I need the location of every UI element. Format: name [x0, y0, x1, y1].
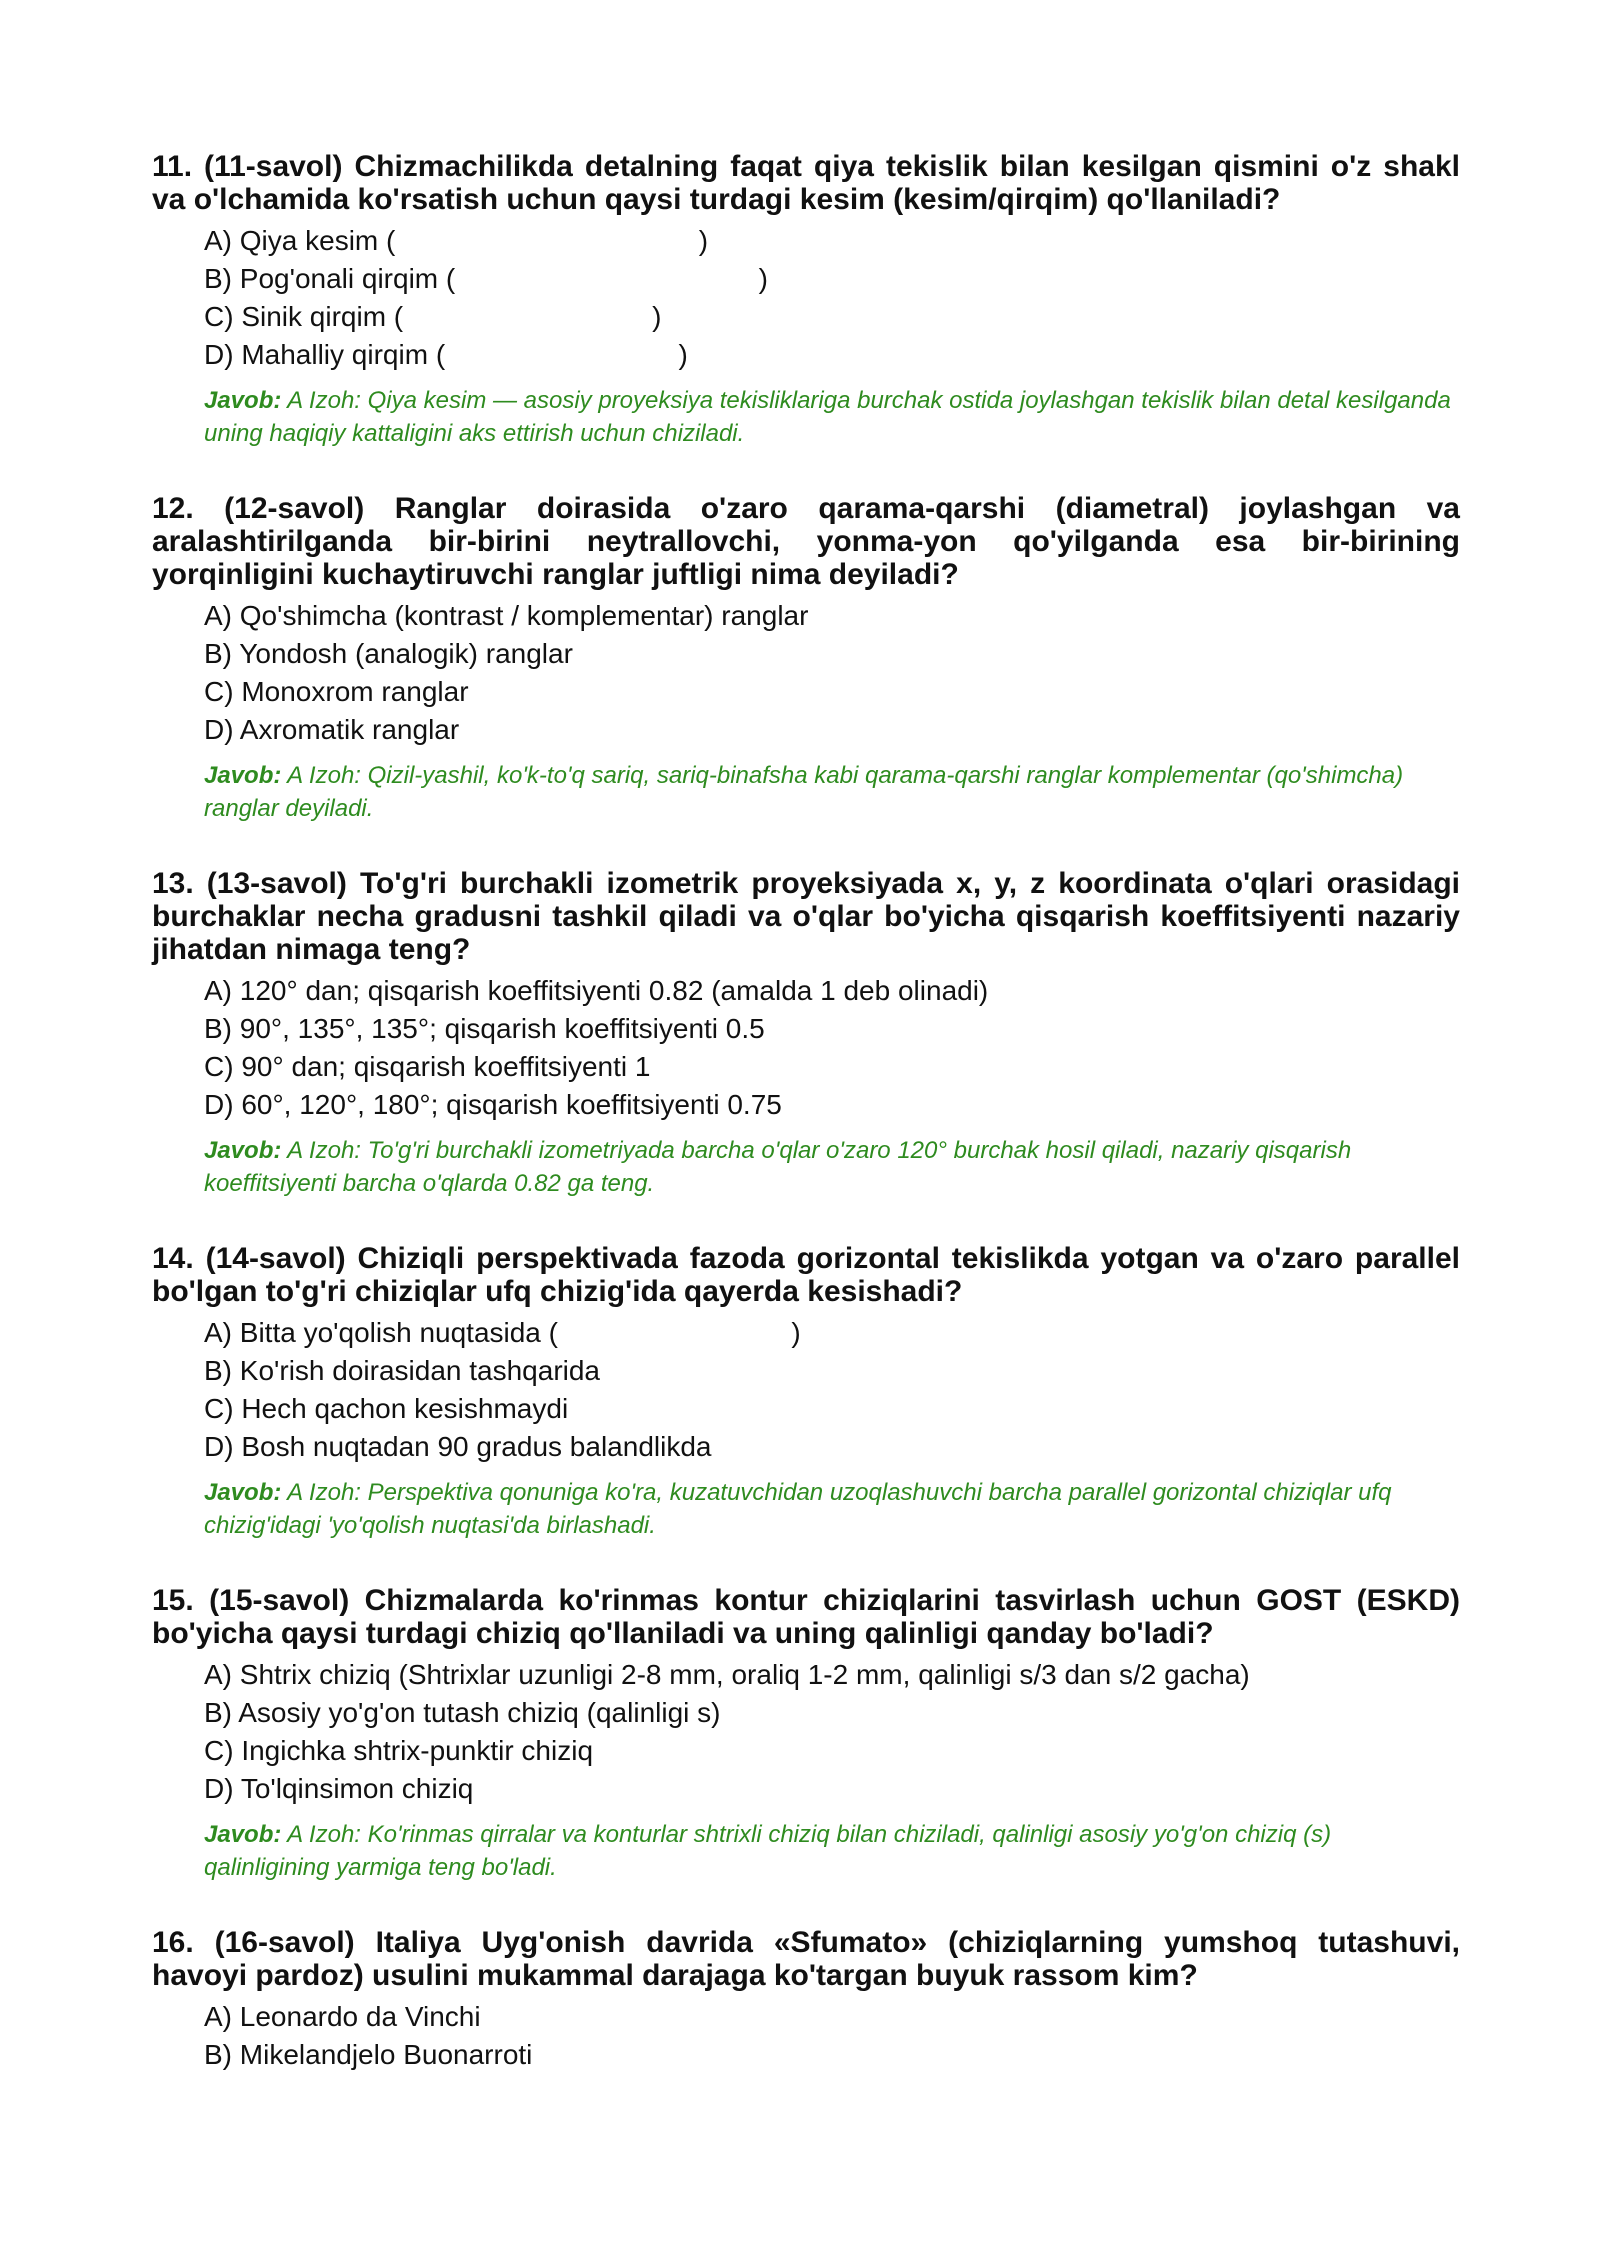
question-text: 13. (13-savol) To'g'ri burchakli izometrik proyeksiyada x, y, z koordinata o'qlari orasidagi burchaklar necha gradusni tashkil qiladi va o'qlar bo'yicha qisqarish koeffitsiyenti nazariy jihatdan nimaga teng?	[152, 867, 1460, 966]
answer-explanation	[204, 759, 1460, 825]
question-11	[152, 150, 1460, 450]
options-list	[204, 1998, 1460, 2074]
question-text: 11. (11-savol) Chizmachilikda detalning faqat qiya tekislik bilan kesilgan qismini o'z shakl va o'lchamida ko'rsatish uchun qaysi turdagi kesim (kesim/qirqim) qo'llaniladi?	[152, 150, 1460, 216]
option-d: D) Axromatik ranglar	[204, 714, 460, 745]
option-c: C) Sinik qirqim ( )	[204, 301, 662, 332]
option-d: D) Mahalliy qirqim ( )	[204, 339, 688, 370]
question-14	[152, 1242, 1460, 1542]
option-a: A) Shtrix chiziq (Shtrixlar uzunligi 2-8 mm, oraliq 1-2 mm, qalinligi s/3 dan s/2 gacha)	[204, 1659, 1250, 1690]
answer-label: Javob:	[204, 1821, 282, 1848]
answer-explanation	[204, 1818, 1460, 1884]
answer-text: A Izoh: Ko'rinmas qirralar va konturlar shtrixli chiziq bilan chiziladi, qalinligi asosiy yo'g'on chiziq (s) qalinligining yarmiga teng bo'ladi.	[204, 1821, 1332, 1881]
options-list	[204, 972, 1460, 1124]
option-b: B) Asosiy yo'g'on tutash chiziq (qalinligi s)	[204, 1697, 721, 1728]
option-a: A) Bitta yo'qolish nuqtasida ( )	[204, 1317, 801, 1348]
options-list	[204, 1656, 1460, 1808]
option-b: B) Yondosh (analogik) ranglar	[204, 638, 573, 669]
option-b: B) Ko'rish doirasidan tashqarida	[204, 1355, 601, 1386]
option-b: B) Pog'onali qirqim ( )	[204, 263, 768, 294]
option-c: C) 90° dan; qisqarish koeffitsiyenti 1	[204, 1051, 651, 1082]
answer-label: Javob:	[204, 762, 282, 789]
option-d: D) Bosh nuqtadan 90 gradus balandlikda	[204, 1431, 712, 1462]
question-12	[152, 492, 1460, 825]
option-c: C) Monoxrom ranglar	[204, 676, 469, 707]
option-a: A) Qo'shimcha (kontrast / komplementar) ranglar	[204, 600, 809, 631]
answer-text: A Izoh: To'g'ri burchakli izometriyada barcha o'qlar o'zaro 120° burchak hosil qiladi, nazariy qisqarish koeffitsiyenti barcha o'qlarda 0.82 ga teng.	[204, 1137, 1352, 1197]
option-a: A) Qiya kesim ( )	[204, 225, 709, 256]
question-text: 14. (14-savol) Chiziqli perspektivada fazoda gorizontal tekislikda yotgan va o'zaro parallel bo'lgan to'g'ri chiziqlar ufq chizig'ida qayerda kesishadi?	[152, 1242, 1460, 1308]
document-page	[152, 150, 1460, 2074]
option-b: B) Mikelandjelo Buonarroti	[204, 2039, 533, 2070]
answer-explanation	[204, 1134, 1460, 1200]
answer-text: A Izoh: Qiya kesim — asosiy proyeksiya tekisliklariga burchak ostida joylashgan tekislik bilan detal kesilganda uning haqiqiy kattaligini aks ettirish uchun chiziladi.	[204, 387, 1451, 447]
options-list	[204, 222, 1460, 374]
options-list	[204, 1314, 1460, 1466]
option-c: C) Hech qachon kesishmaydi	[204, 1393, 569, 1424]
option-a: A) 120° dan; qisqarish koeffitsiyenti 0.82 (amalda 1 deb olinadi)	[204, 975, 989, 1006]
options-list	[204, 597, 1460, 749]
question-15	[152, 1584, 1460, 1884]
answer-explanation	[204, 1476, 1460, 1542]
question-text: 16. (16-savol) Italiya Uyg'onish davrida «Sfumato» (chiziqlarning yumshoq tutashuvi, havoyi pardoz) usulini mukammal darajaga ko'targan buyuk rassom kim?	[152, 1926, 1460, 1992]
option-d: D) To'lqinsimon chiziq	[204, 1773, 474, 1804]
option-d: D) 60°, 120°, 180°; qisqarish koeffitsiyenti 0.75	[204, 1089, 782, 1120]
option-c: C) Ingichka shtrix-punktir chiziq	[204, 1735, 594, 1766]
question-text: 12. (12-savol) Ranglar doirasida o'zaro qarama-qarshi (diametral) joylashgan va aralashtirilganda bir-birini neytrallovchi, yonma-yon qo'yilganda esa bir-birining yorqinligini kuchaytiruvchi ranglar juftligi nima deyiladi?	[152, 492, 1460, 591]
answer-text: A Izoh: Qizil-yashil, ko'k-to'q sariq, sariq-binafsha kabi qarama-qarshi ranglar komplementar (qo'shimcha) ranglar deyiladi.	[204, 762, 1404, 822]
question-13	[152, 867, 1460, 1200]
answer-explanation	[204, 384, 1460, 450]
option-b: B) 90°, 135°, 135°; qisqarish koeffitsiyenti 0.5	[204, 1013, 765, 1044]
answer-label: Javob:	[204, 1479, 282, 1506]
question-16	[152, 1926, 1460, 2074]
answer-label: Javob:	[204, 1137, 282, 1164]
answer-label: Javob:	[204, 387, 282, 414]
question-text: 15. (15-savol) Chizmalarda ko'rinmas kontur chiziqlarini tasvirlash uchun GOST (ESKD) bo'yicha qaysi turdagi chiziq qo'llaniladi va uning qalinligi qanday bo'ladi?	[152, 1584, 1460, 1650]
option-a: A) Leonardo da Vinchi	[204, 2001, 481, 2032]
answer-text: A Izoh: Perspektiva qonuniga ko'ra, kuzatuvchidan uzoqlashuvchi barcha parallel gorizontal chiziqlar ufq chizig'idagi 'yo'qolish nuqtasi'da birlashadi.	[204, 1479, 1392, 1539]
